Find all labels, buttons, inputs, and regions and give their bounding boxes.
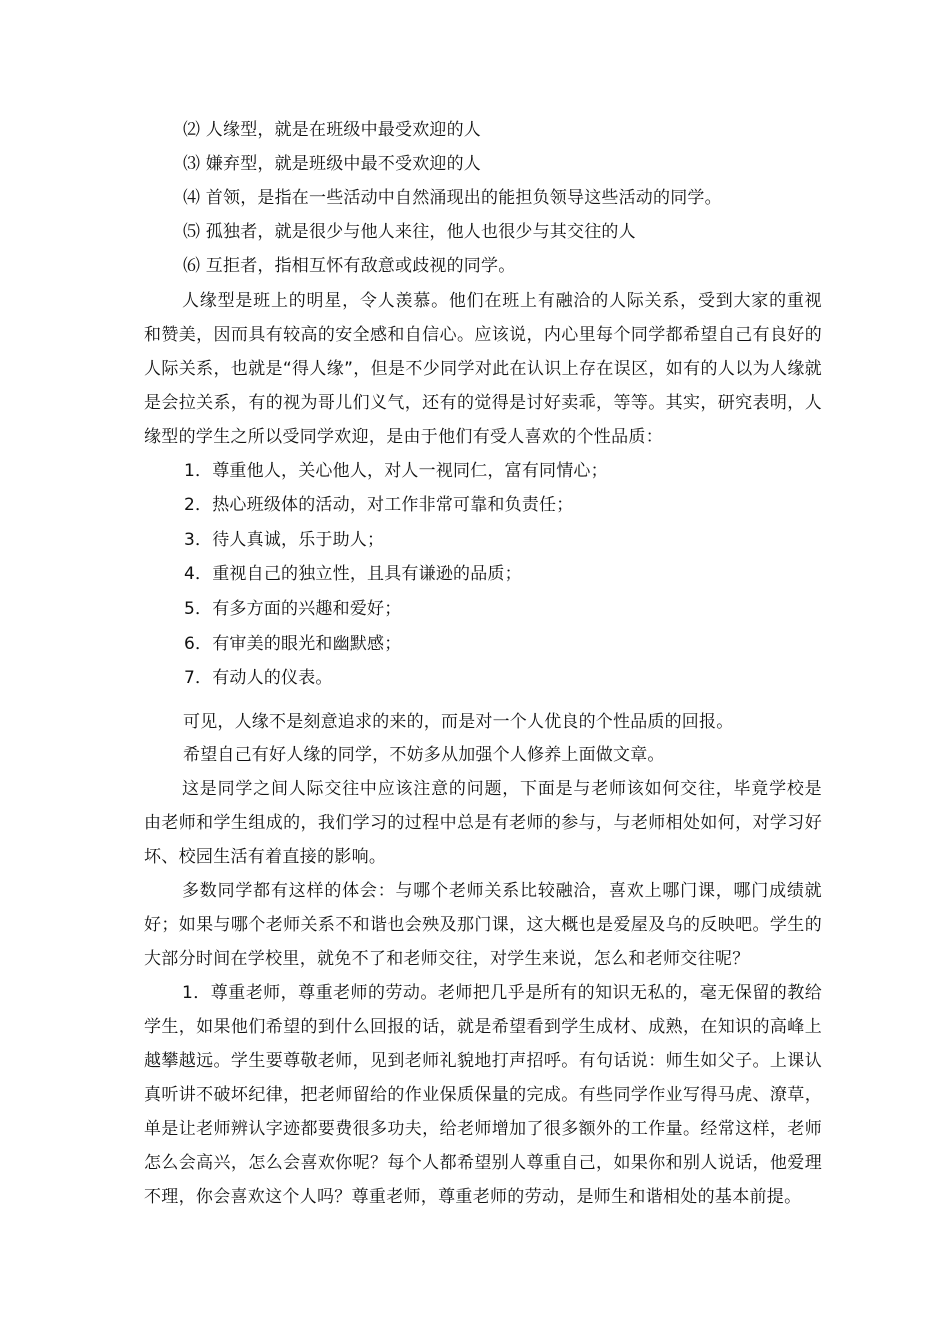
paragraph-respect-teachers: 1．尊重老师，尊重老师的劳动。老师把几乎是所有的知识无私的，毫无保留的教给学生，如果他们希望的到什么回报的话，就是希望看到学生成材、成熟，在知识的高峰上越攀越远。学生要尊敬老师，见到老师礼貌地打声招呼。有句话说：师生如父子。上课认真听讲不破坏纪律，把老师留给的作业保质保量的完成。有些同学作业写得马虎、潦草，单是让老师辨认字迹都要费很多功夫，给老师增加了很多额外的工作量。经常这样，老师怎么会高兴，怎么会喜欢你呢？每个人都希望别人尊重自己，如果你和别人说话，他爱理不理，你会喜欢这个人吗？尊重老师，尊重老师的劳动，是师生和谐相处的基本前提。	[144, 983, 822, 1207]
quality-item-4: 4．重视自己的独立性，且具有谦逊的品质；	[184, 564, 522, 584]
conclusion-line-1: 可见，人缘不是刻意追求的来的，而是对一个人优良的个性品质的回报。	[183, 712, 734, 732]
category-item-loner: ⑸ 孤独者，就是很少与他人来往，他人也很少与其交往的人	[183, 222, 636, 242]
category-item-mutual-rejecter: ⑹ 互拒者，指相互怀有敌意或歧视的同学。	[183, 256, 516, 276]
quality-item-7: 7．有动人的仪表。	[184, 668, 333, 688]
quality-item-1: 1．尊重他人，关心他人，对人一视同仁，富有同情心；	[184, 461, 608, 481]
paragraph-experience: 多数同学都有这样的体会：与哪个老师关系比较融洽，喜欢上哪门课，哪门成绩就好；如果与哪个老师关系不和谐也会殃及那门课，这大概也是爱屋及乌的反映吧。学生的大部分时间在学校里，就免不了和老师交往，对学生来说，怎么和老师交往呢？	[144, 881, 822, 969]
quality-item-6: 6．有审美的眼光和幽默感；	[184, 634, 402, 654]
conclusion-line-2: 希望自己有好人缘的同学，不妨多从加强个人修养上面做文章。	[183, 745, 665, 765]
category-item-rejected: ⑶ 嫌弃型，就是班级中最不受欢迎的人	[183, 154, 482, 174]
category-item-popular: ⑵ 人缘型，就是在班级中最受欢迎的人	[183, 120, 482, 140]
quality-item-5: 5．有多方面的兴趣和爱好；	[184, 599, 402, 619]
category-item-leader: ⑷ 首领，是指在一些活动中自然涌现出的能担负领导这些活动的同学。	[183, 188, 722, 208]
quality-item-2: 2．热心班级体的活动，对工作非常可靠和负责任；	[184, 495, 574, 515]
paragraph-teacher-intro: 这是同学之间人际交往中应该注意的问题，下面是与老师该如何交往，毕竟学校是由老师和学生组成的，我们学习的过程中总是有老师的参与，与老师相处如何，对学习好坏、校园生活有着直接的影响。	[144, 779, 822, 867]
paragraph-popular-type: 人缘型是班上的明星，令人羡慕。他们在班上有融洽的人际关系，受到大家的重视和赞美，因而具有较高的安全感和自信心。应该说，内心里每个同学都希望自己有良好的人际关系，也就是“得人缘”，但是不少同学对此在认识上存在误区，如有的人以为人缘就是会拉关系，有的视为哥儿们义气，还有的觉得是讨好卖乖，等等。其实，研究表明，人缘型的学生之所以受同学欢迎，是由于他们有受人喜欢的个性品质：	[144, 291, 822, 447]
quality-item-3: 3．待人真诚，乐于助人；	[184, 530, 385, 550]
